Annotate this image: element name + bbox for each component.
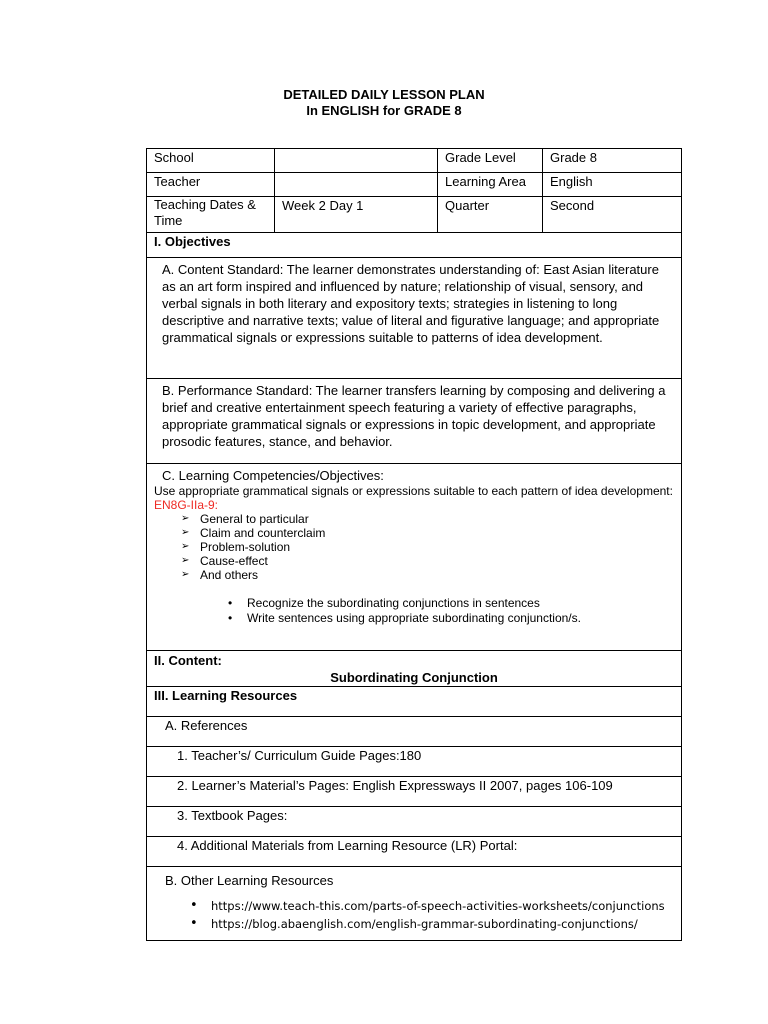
header-row-dates xyxy=(147,197,682,233)
list-item: ➢ Claim and counterclaim xyxy=(181,526,326,540)
arrow-bullet-icon: ➢ xyxy=(181,541,190,552)
list-item: ➢ Problem-solution xyxy=(181,540,291,554)
resource-item: 4. Additional Materials from Learning Resource (LR) Portal: xyxy=(147,837,682,867)
resource-item: 1. Teacher’s/ Curriculum Guide Pages:180 xyxy=(147,747,682,777)
content-standard-row xyxy=(147,258,682,379)
dates-value: Week 2 Day 1 xyxy=(275,197,438,233)
arrow-bullet-icon: ➢ xyxy=(181,555,190,566)
arrow-bullet-icon: ➢ xyxy=(181,513,190,524)
grade-level-value: Grade 8 xyxy=(543,149,682,173)
list-item: ➢ Cause-effect xyxy=(181,554,268,568)
content-row xyxy=(147,651,682,687)
list-item: ➢ General to particular xyxy=(181,512,309,526)
school-value xyxy=(275,149,438,173)
list-item: • Write sentences using appropriate subordinating conjunction/s. xyxy=(228,611,581,625)
learning-area-label: Learning Area xyxy=(438,173,543,197)
competency-code: EN8G-IIa-9: xyxy=(154,498,219,512)
pattern-list xyxy=(154,512,674,582)
arrow-bullet-icon: ➢ xyxy=(181,527,190,538)
school-label: School xyxy=(147,149,275,173)
resource-link[interactable]: https://www.teach-this.com/parts-of-speech-activities-worksheets/conjunctions xyxy=(211,899,665,913)
bullet-icon: • xyxy=(190,916,198,931)
content-topic: Subordinating Conjunction xyxy=(330,670,498,685)
references-row xyxy=(147,717,682,747)
competencies-heading: C. Learning Competencies/Objectives: xyxy=(162,468,384,483)
competencies-description: Use appropriate grammatical signals or expressions suitable to each pattern of idea development: xyxy=(154,484,673,498)
dates-label: Teaching Dates & Time xyxy=(147,197,275,233)
list-item xyxy=(190,897,674,915)
bullet-icon: • xyxy=(190,898,198,913)
references-label: A. References xyxy=(147,717,682,747)
header-row-school xyxy=(147,149,682,173)
header-row-teacher xyxy=(147,173,682,197)
document-title: DETAILED DAILY LESSON PLAN xyxy=(283,87,485,102)
performance-standard-row xyxy=(147,379,682,464)
link-list xyxy=(165,897,674,933)
teacher-value xyxy=(275,173,438,197)
competencies-row xyxy=(147,464,682,651)
objectives-heading: I. Objectives xyxy=(147,233,682,258)
resource-row xyxy=(147,747,682,777)
lesson-plan-table xyxy=(146,148,682,941)
list-item xyxy=(190,915,674,933)
resource-row xyxy=(147,807,682,837)
resources-heading-row xyxy=(147,687,682,717)
other-resources-row xyxy=(147,867,682,941)
list-item: • Recognize the subordinating conjunctions in sentences xyxy=(228,596,540,610)
content-heading: II. Content: xyxy=(154,653,222,668)
resource-row xyxy=(147,777,682,807)
resources-heading: III. Learning Resources xyxy=(147,687,682,717)
performance-standard-text: B. Performance Standard: The learner transfers learning by composing and delivering a brief and creative entertainment speech featuring a variety of effective paragraphs, appropriate grammatical signals or expressions in topic development, and appropriate prosodic features, stance, and behavior. xyxy=(162,383,666,449)
bullet-icon: • xyxy=(228,611,233,625)
resource-link[interactable]: https://blog.abaenglish.com/english-grammar-subordinating-conjunctions/ xyxy=(211,917,638,931)
competencies-text xyxy=(154,484,674,512)
resource-item: 3. Textbook Pages: xyxy=(147,807,682,837)
content-standard-text: A. Content Standard: The learner demonstrates understanding of: East Asian literature as an art form inspired and influenced by nature; relationship of visual, sensory, and verbal signals in both literary and expository texts; strategies in listening to long descriptive and narrative texts; value of literal and figurative language; and appropriate grammatical signals or expressions suitable to patterns of idea development. xyxy=(162,262,660,345)
objectives-heading-row xyxy=(147,233,682,258)
learning-area-value: English xyxy=(543,173,682,197)
task-list xyxy=(154,596,674,626)
resource-row xyxy=(147,837,682,867)
other-resources-label: B. Other Learning Resources xyxy=(165,873,334,888)
document-subtitle: In ENGLISH for GRADE 8 xyxy=(306,103,462,118)
grade-level-label: Grade Level xyxy=(438,149,543,173)
list-item: ➢ And others xyxy=(181,568,259,582)
quarter-label: Quarter xyxy=(438,197,543,233)
bullet-icon: • xyxy=(228,596,233,610)
teacher-label: Teacher xyxy=(147,173,275,197)
arrow-bullet-icon: ➢ xyxy=(181,569,190,580)
quarter-value: Second xyxy=(543,197,682,233)
resource-item: 2. Learner’s Material’s Pages: English Expressways II 2007, pages 106-109 xyxy=(147,777,682,807)
